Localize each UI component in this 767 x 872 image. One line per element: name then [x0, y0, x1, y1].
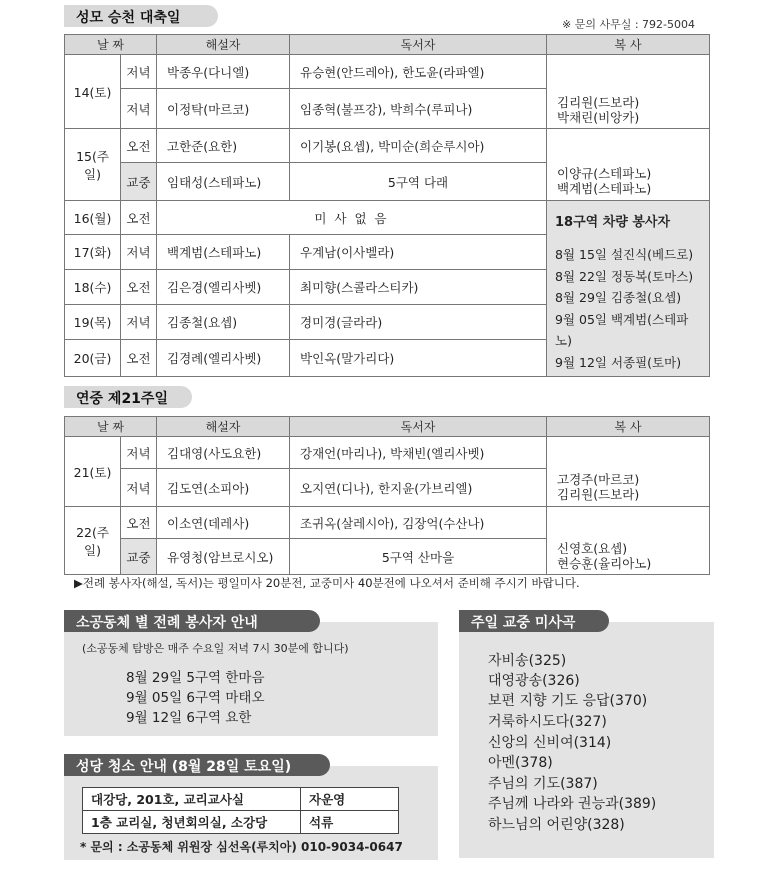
- schedule-table-week2: [64, 416, 710, 575]
- reader-cell: 박인옥(말가리다): [290, 340, 547, 377]
- commentator-cell: 고한준(요한): [157, 129, 290, 163]
- list-item: 아멘(378): [488, 755, 553, 771]
- header-commentator: 해설자: [157, 35, 290, 55]
- server-name: 현승훈(율리아노): [557, 556, 652, 572]
- date-cell: 22(주일): [65, 507, 121, 575]
- table-row: [65, 201, 710, 235]
- reader-cell: 오지연(디나), 한지윤(가브리엘): [290, 469, 547, 507]
- commentator-cell: 유영청(암브로시오): [157, 539, 290, 575]
- server-name: 신영호(요셉): [557, 541, 628, 557]
- list-item: 8월 22일 정동복(토마스): [555, 268, 694, 284]
- cleaning-contact: * 문의 : 소공동체 위원장 심선옥(루치아) 010-9034-0647: [80, 840, 403, 854]
- time-cell: 저녁: [121, 55, 157, 89]
- schedule-table-week1: [64, 34, 710, 377]
- table-row: [65, 129, 710, 163]
- server-cell: [547, 507, 710, 539]
- cleaning-place: 대강당, 201호, 교리교사실: [83, 788, 301, 811]
- table-row: [65, 507, 710, 539]
- server-cell: [547, 89, 710, 129]
- commentator-cell: 백계범(스테파노): [157, 235, 290, 270]
- server-name: 김리원(드보라): [557, 95, 640, 111]
- reader-cell: 이기봉(요셉), 박미순(희순루시아): [290, 129, 547, 163]
- time-cell: 오전: [121, 270, 157, 305]
- table-row: [65, 89, 710, 129]
- table-row: [65, 163, 710, 201]
- reader-cell: 우계남(이사벨라): [290, 235, 547, 270]
- reader-cell: 임종혁(불프강), 박희수(루피나): [290, 89, 547, 129]
- date-cell: 20(금): [65, 340, 121, 377]
- server-cell: [547, 539, 710, 575]
- header-date: 날 짜: [65, 35, 157, 55]
- date-cell: 19(목): [65, 305, 121, 340]
- commentator-cell: 임태성(스테파노): [157, 163, 290, 201]
- date-cell: 14(토): [65, 55, 121, 129]
- list-item: 주님의 기도(387): [488, 776, 598, 792]
- server-cell: [547, 129, 710, 163]
- table-row: [83, 811, 399, 834]
- table-row: [65, 539, 710, 575]
- header-reader: 독서자: [290, 417, 547, 437]
- list-item: 하느님의 어린양(328): [488, 817, 625, 833]
- list-item: 9월 05일 6구역 마태오: [126, 690, 265, 706]
- cleaning-title: 성당 청소 안내 (8월 28일 토요일): [64, 754, 330, 776]
- server-name: 김리원(드보라): [557, 487, 640, 503]
- date-cell: 16(월): [65, 201, 121, 235]
- reader-cell: 5구역 다래: [290, 163, 547, 201]
- list-item: 거룩하시도다(327): [488, 714, 607, 730]
- section-title-ordinary-21: 연중 제21주일: [64, 386, 192, 408]
- date-cell: 21(토): [65, 437, 121, 507]
- server-name: 백계범(스테파노): [557, 181, 652, 197]
- table-row: [65, 55, 710, 89]
- time-cell: 저녁: [121, 89, 157, 129]
- no-mass-cell: 미 사 없 음: [157, 201, 547, 235]
- community-subtitle: (소공동체 탐방은 매주 수요일 저녁 7시 30분에 합니다): [82, 642, 349, 655]
- date-cell: 17(화): [65, 235, 121, 270]
- commentator-cell: 김은경(엘리사벳): [157, 270, 290, 305]
- header-server: 복 사: [547, 35, 710, 55]
- header-server: 복 사: [547, 417, 710, 437]
- vehicle-volunteer-list: [555, 244, 705, 373]
- list-item: 자비송(325): [488, 653, 567, 669]
- liturgy-notice: ▶전례 봉사자(해설, 독서)는 평일미사 20분전, 교중미사 40분전에 나오셔서 준비해 주시기 바랍니다.: [74, 576, 580, 590]
- server-name: 박채린(비앙카): [557, 110, 640, 126]
- header-commentator: 해설자: [157, 417, 290, 437]
- commentator-cell: 김경례(엘리사벳): [157, 340, 290, 377]
- date-cell: 15(주일): [65, 129, 121, 201]
- server-cell: [547, 469, 710, 507]
- list-item: 신앙의 신비여(314): [488, 735, 612, 751]
- community-title: 소공동체 별 전례 봉사자 안내: [64, 610, 320, 632]
- cleaning-place: 1층 교리실, 청년회의실, 소강당: [83, 811, 301, 834]
- reader-cell: 유승현(안드레아), 한도윤(라파엘): [290, 55, 547, 89]
- cleaning-table: [82, 787, 399, 834]
- commentator-cell: 박종우(다니엘): [157, 55, 290, 89]
- header-date: 날 짜: [65, 417, 157, 437]
- vehicle-volunteer-title: 18구역 차량 봉사자: [555, 215, 671, 230]
- section-title-assumption: 성모 승천 대축일: [64, 5, 218, 27]
- list-item: 대영광송(326): [488, 673, 580, 689]
- cleaning-group: 자운영: [301, 788, 399, 811]
- office-contact: ※ 문의 사무실 : 792-5004: [562, 18, 695, 31]
- commentator-cell: 김대영(사도요한): [157, 437, 290, 469]
- list-item: 8월 29일 5구역 한마음: [126, 670, 265, 686]
- table-row: [65, 437, 710, 469]
- time-cell: 저녁: [121, 437, 157, 469]
- server-name: 고경주(마르코): [557, 472, 640, 488]
- list-item: 9월 12일 6구역 요한: [126, 710, 252, 726]
- server-cell: [547, 437, 710, 469]
- cleaning-group: 석류: [301, 811, 399, 834]
- reader-cell: 조귀옥(살레시아), 김장억(수산나): [290, 507, 547, 539]
- reader-cell: 강재언(마리나), 박채빈(엘리사벳): [290, 437, 547, 469]
- list-item: 8월 29일 김종철(요셉): [555, 290, 682, 305]
- time-cell: 오전: [121, 201, 157, 235]
- vehicle-volunteer-panel: [547, 201, 710, 377]
- time-cell: 저녁: [121, 235, 157, 270]
- server-name: 이양규(스테파노): [557, 166, 652, 182]
- header-reader: 독서자: [290, 35, 547, 55]
- reader-cell: 5구역 산마을: [290, 539, 547, 575]
- commentator-cell: 김종철(요셉): [157, 305, 290, 340]
- time-cell: 교중: [121, 539, 157, 575]
- table-row: [83, 788, 399, 811]
- table-row: [65, 469, 710, 507]
- time-cell: 오전: [121, 507, 157, 539]
- list-item: 9월 12일 서종필(토마): [555, 354, 682, 370]
- reader-cell: 경미경(글라라): [290, 305, 547, 340]
- list-item: 8월 15일 설진식(베드로): [555, 247, 694, 262]
- time-cell: 교중: [121, 163, 157, 201]
- date-cell: 18(수): [65, 270, 121, 305]
- time-cell: 오전: [121, 129, 157, 163]
- list-item: 보편 지향 기도 응답(370): [488, 693, 648, 709]
- commentator-cell: 이소연(데레사): [157, 507, 290, 539]
- time-cell: 저녁: [121, 469, 157, 507]
- server-cell: [547, 163, 710, 201]
- list-item: 9월 05일 백계범(스테파노): [555, 311, 689, 348]
- commentator-cell: 김도연(소피아): [157, 469, 290, 507]
- time-cell: 오전: [121, 340, 157, 377]
- server-cell: [547, 55, 710, 89]
- reader-cell: 최미향(스콜라스티카): [290, 270, 547, 305]
- time-cell: 저녁: [121, 305, 157, 340]
- hymns-title: 주일 교중 미사곡: [459, 610, 609, 632]
- commentator-cell: 이정탁(마르코): [157, 89, 290, 129]
- list-item: 주님께 나라와 권능과(389): [488, 796, 657, 812]
